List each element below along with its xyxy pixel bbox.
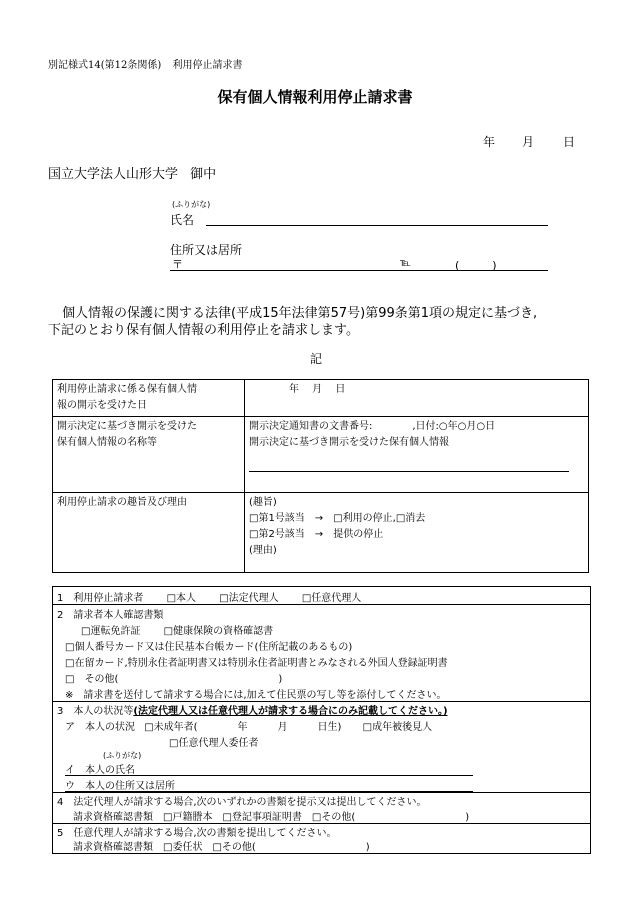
requester-type-self[interactable]: □本人 bbox=[166, 593, 197, 604]
body-text-line1: 個人情報の保護に関する法律(平成15年法律第57号)第99条第1項の規定に基づき, bbox=[62, 306, 538, 321]
principal-furigana: (ふりがな) bbox=[103, 751, 142, 760]
principal-status-row bbox=[65, 718, 432, 733]
requester-info-box bbox=[52, 586, 591, 854]
disclosure-date-value-cell[interactable] bbox=[245, 380, 589, 417]
disclosure-date-label-1: 利用停止請求に係る保有個人情 bbox=[57, 384, 197, 395]
ki-heading: 記 bbox=[310, 352, 323, 366]
legal-agent-docs[interactable]: 請求資格確認書類 □戸籍謄本 □登記事項証明書 □その他( ) bbox=[73, 812, 470, 823]
date-year-label: 年 bbox=[483, 135, 496, 149]
disclosure-date-label-2: 報の開示を受けた日 bbox=[57, 400, 147, 411]
addressee bbox=[48, 163, 216, 182]
purpose-heading: (趣旨) bbox=[249, 497, 277, 508]
date-day-label: 日 bbox=[563, 135, 576, 149]
request-detail-table bbox=[52, 379, 589, 573]
voluntary-agent-title: 5 任意代理人が請求する場合,次の書類を提出してください。 bbox=[57, 828, 337, 839]
principal-address-label: ウ 本人の住所又は居所 bbox=[65, 781, 175, 792]
id-docs-title: 2 請求者本人確認書類 bbox=[57, 610, 164, 621]
requester-furigana: (ふりがな) bbox=[172, 200, 211, 209]
table-row bbox=[53, 380, 589, 417]
id-doc-other[interactable]: □ その他( ) bbox=[65, 674, 283, 685]
notice-doc-number: 開示決定通知書の文書番号: ,日付:○年○月○日 bbox=[249, 421, 496, 432]
addressee-org: 国立大学法人山形大学 bbox=[48, 167, 179, 182]
divider bbox=[53, 604, 590, 605]
id-docs-note: ※ 請求書を送付して請求する場合には,加えて住民票の写し等を添付してください。 bbox=[65, 690, 447, 701]
reason-heading: (理由) bbox=[249, 545, 277, 556]
id-doc-license[interactable]: □運転免許証 bbox=[81, 626, 141, 637]
principal-status-title-a: 3 本人の状況等 bbox=[57, 706, 134, 717]
info-name-value-cell[interactable] bbox=[245, 417, 589, 493]
principal-name-field[interactable] bbox=[65, 775, 473, 776]
disclosure-date-label-cell bbox=[53, 380, 245, 417]
addressee-honorific: 御中 bbox=[190, 167, 217, 182]
id-docs-row1 bbox=[81, 622, 273, 637]
purpose-label: 利用停止請求の趣旨及び理由 bbox=[57, 497, 187, 508]
form-header bbox=[48, 56, 242, 71]
tel-label: ℡ bbox=[400, 258, 411, 269]
disclosed-info-field[interactable] bbox=[249, 471, 569, 472]
id-doc-residence-card[interactable]: □在留カード,特別永住者証明書又は特別永住者証明書とみなされる外国人登録証明書 bbox=[65, 658, 448, 669]
requester-type-legal[interactable]: □法定代理人 bbox=[219, 593, 279, 604]
purpose-option-1: □第1号該当 → □利用の停止,□消去 bbox=[249, 513, 426, 524]
table-row bbox=[53, 493, 589, 573]
legal-agent-title: 4 法定代理人が請求する場合,次のいずれかの書類を提示又は提出してください。 bbox=[57, 797, 427, 808]
requester-address-field[interactable] bbox=[170, 270, 548, 271]
principal-status-label: ア 本人の状況 bbox=[65, 722, 135, 733]
requester-address-label: 住所又は居所 bbox=[170, 243, 243, 257]
requester-name-label: 氏名 bbox=[170, 213, 195, 227]
requester-type-label: 1 利用停止請求者 bbox=[57, 593, 144, 604]
id-doc-mynumber[interactable]: □個人番号カード又は住民基本台帳カード(住所記載のあるもの) bbox=[65, 642, 353, 653]
purpose-label-cell bbox=[53, 493, 245, 573]
principal-name-label: イ 本人の氏名 bbox=[65, 765, 135, 776]
disclosed-info-label: 開示決定に基づき開示を受けた保有個人情報 bbox=[249, 437, 449, 448]
status-minor[interactable]: □未成年者( 年 月 日生) bbox=[144, 722, 342, 733]
info-name-label-1: 開示決定に基づき開示を受けた bbox=[57, 421, 197, 432]
purpose-option-2: □第2号該当 → 提供の停止 bbox=[249, 529, 384, 540]
postal-mark: 〒 bbox=[172, 258, 183, 271]
principal-status-title-b: (法定代理人又は任意代理人が請求する場合にのみ記載してください。) bbox=[133, 706, 448, 717]
voluntary-agent-docs[interactable]: 請求資格確認書類 □委任状 □その他( ) bbox=[73, 842, 370, 853]
disclosure-date-value: 年 月 日 bbox=[289, 384, 346, 395]
status-adult-ward[interactable]: □成年被後見人 bbox=[362, 722, 433, 733]
info-name-label-cell bbox=[53, 417, 245, 493]
table-row bbox=[53, 417, 589, 493]
date-month-label: 月 bbox=[522, 135, 535, 149]
status-voluntary-principal[interactable]: □任意代理人委任者 bbox=[169, 738, 259, 749]
info-name-label-2: 保有個人情報の名称等 bbox=[57, 437, 157, 448]
tel-paren: ( ) bbox=[455, 259, 497, 272]
section1 bbox=[57, 589, 361, 604]
body-text-line2: 下記のとおり保有個人情報の利用停止を請求します。 bbox=[48, 323, 359, 338]
requester-type-voluntary[interactable]: □任意代理人 bbox=[301, 593, 362, 604]
purpose-value-cell[interactable] bbox=[245, 493, 589, 573]
form-reference: 別記様式14(第12条関係) bbox=[48, 60, 162, 71]
page-title: 保有個人情報利用停止請求書 bbox=[217, 88, 413, 106]
form-kind: 利用停止請求書 bbox=[172, 60, 243, 71]
id-doc-insurance[interactable]: □健康保険の資格確認書 bbox=[163, 626, 274, 637]
principal-status-title bbox=[57, 702, 448, 717]
requester-name-field[interactable] bbox=[206, 225, 548, 226]
